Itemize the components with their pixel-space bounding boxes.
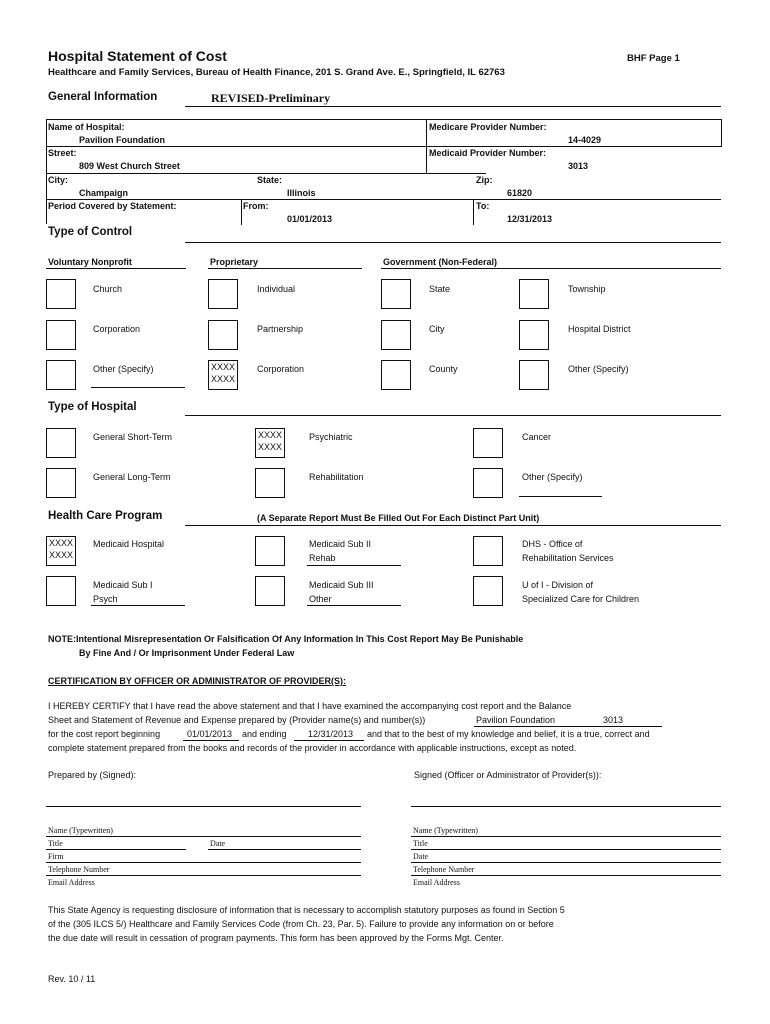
- footer-line-1: This State Agency is requesting disclosure of information that is necessary to accomplish statutory purposes as found in Section 5: [48, 905, 565, 915]
- voluntary-other-line: [91, 387, 185, 388]
- township-checkbox[interactable]: [519, 279, 549, 309]
- hospital-name-value[interactable]: Pavilion Foundation: [79, 135, 165, 145]
- sub3-label-1: Medicaid Sub III: [309, 580, 374, 590]
- cancer-label: Cancer: [522, 432, 552, 442]
- sub2-checkbox[interactable]: [255, 536, 285, 566]
- general-info-heading: General Information: [48, 91, 158, 103]
- voluntary-other-checkbox[interactable]: [46, 360, 76, 390]
- hospital-district-label: Hospital District: [568, 324, 631, 334]
- hospital-other-label: Other (Specify): [522, 472, 583, 482]
- hospital-other-line: [519, 496, 602, 497]
- note-line-2: By Fine And / Or Imprisonment Under Federal Law: [79, 648, 295, 658]
- medicare-label: Medicare Provider Number:: [429, 122, 547, 132]
- program-rule: [185, 525, 721, 526]
- prop-corporation-label: Corporation: [257, 364, 305, 374]
- state-value[interactable]: Illinois: [287, 188, 316, 198]
- col-proprietary: Proprietary: [210, 257, 259, 267]
- form-title: Hospital Statement of Cost: [48, 48, 227, 64]
- medicaid-hospital-checkbox[interactable]: [46, 536, 76, 566]
- corporation-label: Corporation: [93, 324, 141, 334]
- control-rule: [185, 242, 721, 243]
- hospital-name-label: Name of Hospital:: [48, 122, 125, 132]
- prepared-by-label: Prepared by (Signed):: [48, 770, 137, 780]
- cert-line-3-mid: and ending: [242, 729, 287, 739]
- gov-other-checkbox[interactable]: [519, 360, 549, 390]
- right-email-label: Email Address: [413, 878, 460, 887]
- sub2-label-2: Rehab: [309, 553, 336, 563]
- city-label: City:: [48, 175, 68, 185]
- individual-checkbox[interactable]: [208, 279, 238, 309]
- footer-line-2: of the (305 ILCS 5/) Healthcare and Family Services Code (from Ch. 23, Par. 5). Failure to provide any information on or before: [48, 919, 554, 929]
- city-option-label: City: [429, 324, 445, 334]
- hospital-type-rule: [185, 415, 721, 416]
- county-checkbox[interactable]: [381, 360, 411, 390]
- left-date-label: Date: [210, 839, 226, 848]
- sub1-label-1: Medicaid Sub I: [93, 580, 153, 590]
- left-phone-label: Telephone Number: [48, 865, 110, 874]
- city-value[interactable]: Champaign: [79, 188, 129, 198]
- partnership-label: Partnership: [257, 324, 304, 334]
- right-date-label: Date: [413, 852, 429, 861]
- uofi-label-2: Specialized Care for Children: [522, 594, 640, 604]
- church-checkbox[interactable]: [46, 279, 76, 309]
- sub3-label-2: Other: [309, 594, 332, 604]
- revision-number: Rev. 10 / 11: [48, 974, 96, 984]
- city-checkbox[interactable]: [381, 320, 411, 350]
- voluntary-other-label: Other (Specify): [93, 364, 154, 374]
- cert-provider-name[interactable]: Pavilion Foundation: [476, 715, 556, 725]
- general-short-checkbox[interactable]: [46, 428, 76, 458]
- street-label: Street:: [48, 148, 77, 158]
- township-label: Township: [568, 284, 606, 294]
- state-option-label: State: [429, 284, 451, 294]
- left-email-label: Email Address: [48, 878, 95, 887]
- officer-signature-line[interactable]: [411, 806, 721, 807]
- street-value[interactable]: 809 West Church Street: [79, 161, 180, 171]
- sub1-checkbox[interactable]: [46, 576, 76, 606]
- control-heading: Type of Control: [48, 226, 133, 238]
- medicaid-hospital-mark-2: XXXX: [49, 550, 74, 560]
- prepared-signature-line[interactable]: [46, 806, 361, 807]
- sub2-label-1: Medicaid Sub II: [309, 539, 372, 549]
- general-long-label: General Long-Term: [93, 472, 171, 482]
- status-underline: [185, 106, 721, 107]
- county-label: County: [429, 364, 458, 374]
- corporation-checkbox[interactable]: [46, 320, 76, 350]
- zip-label: Zip:: [476, 175, 493, 185]
- psychiatric-label: Psychiatric: [309, 432, 353, 442]
- cert-line-4: complete statement prepared from the books and records of the provider in accordance with applicable instructions, except as noted.: [48, 743, 577, 753]
- revision-status: REVISED-Preliminary: [211, 91, 331, 105]
- period-label: Period Covered by Statement:: [48, 201, 177, 211]
- uofi-label-1: U of I - Division of: [522, 580, 594, 590]
- prop-corp-mark-1: XXXX: [211, 362, 236, 372]
- right-phone-label: Telephone Number: [413, 865, 475, 874]
- left-title-label: Title: [48, 839, 63, 848]
- dhs-checkbox[interactable]: [473, 536, 503, 566]
- uofi-checkbox[interactable]: [473, 576, 503, 606]
- state-label: State:: [257, 175, 283, 185]
- sub1-label-2: Psych: [93, 594, 118, 604]
- program-heading: Health Care Program: [48, 510, 163, 522]
- hospital-district-checkbox[interactable]: [519, 320, 549, 350]
- church-label: Church: [93, 284, 123, 294]
- general-short-label: General Short-Term: [93, 432, 173, 442]
- form-subtitle: Healthcare and Family Services, Bureau of Health Finance, 201 S. Grand Ave. E., Springfield, IL 62763: [48, 67, 505, 78]
- medicare-number[interactable]: 14-4029: [568, 135, 602, 145]
- cert-line-2: Sheet and Statement of Revenue and Expense prepared by (Provider name(s) and number(s)): [48, 715, 426, 725]
- note-line-1: NOTE:Intentional Misrepresentation Or Falsification Of Any Information In This Cost Report May Be Punishable: [48, 634, 524, 644]
- medicaid-hospital-label: Medicaid Hospital: [93, 539, 165, 549]
- cancer-checkbox[interactable]: [473, 428, 503, 458]
- medicaid-number[interactable]: 3013: [568, 161, 589, 171]
- zip-value[interactable]: 61820: [507, 188, 533, 198]
- dhs-label-2: Rehabilitation Services: [522, 553, 614, 563]
- from-label: From:: [243, 201, 269, 211]
- hospital-type-heading: Type of Hospital: [48, 401, 137, 413]
- program-note: (A Separate Report Must Be Filled Out For Each Distinct Part Unit): [257, 513, 540, 523]
- right-title-label: Title: [413, 839, 428, 848]
- medicaid-label: Medicaid Provider Number:: [429, 148, 547, 158]
- rehabilitation-label: Rehabilitation: [309, 472, 364, 482]
- signed-by-label: Signed (Officer or Administrator of Provider(s)):: [414, 770, 602, 780]
- partnership-checkbox[interactable]: [208, 320, 238, 350]
- sub3-checkbox[interactable]: [255, 576, 285, 606]
- cert-line-1: I HEREBY CERTIFY that I have read the above statement and that I have examined the accompanying cost report and the Balance: [48, 701, 572, 711]
- left-name-label: Name (Typewritten): [48, 826, 113, 835]
- from-value[interactable]: 01/01/2013: [287, 214, 333, 224]
- general-long-checkbox[interactable]: [46, 468, 76, 498]
- state-checkbox[interactable]: [381, 279, 411, 309]
- prop-corp-mark-2: XXXX: [211, 374, 236, 384]
- rehabilitation-checkbox[interactable]: [255, 468, 285, 498]
- left-firm-label: Firm: [48, 852, 64, 861]
- to-label: To:: [476, 201, 490, 211]
- psychiatric-mark-1: XXXX: [258, 430, 283, 440]
- footer-line-3: the due date will result in cessation of program payments. This form has been approved by the Forms Mgt. Center.: [48, 933, 504, 943]
- psychiatric-checkbox[interactable]: [255, 428, 285, 458]
- medicaid-hospital-mark-1: XXXX: [49, 538, 74, 548]
- cert-line-3-post: and that to the best of my knowledge and belief, it is a true, correct and: [367, 729, 650, 739]
- page-number: BHF Page 1: [627, 53, 680, 64]
- cert-begin-date[interactable]: 01/01/2013: [187, 729, 233, 739]
- cert-line-3-pre: for the cost report beginning: [48, 729, 161, 739]
- dhs-label-1: DHS - Office of: [522, 539, 583, 549]
- gov-other-label: Other (Specify): [568, 364, 629, 374]
- cert-heading: CERTIFICATION BY OFFICER OR ADMINISTRATOR OF PROVIDER(S):: [48, 676, 346, 686]
- individual-label: Individual: [257, 284, 296, 294]
- cert-provider-number[interactable]: 3013: [603, 715, 624, 725]
- prop-corporation-checkbox[interactable]: [208, 360, 238, 390]
- psychiatric-mark-2: XXXX: [258, 442, 283, 452]
- hospital-other-checkbox[interactable]: [473, 468, 503, 498]
- col-government: Government (Non-Federal): [383, 257, 498, 267]
- to-value[interactable]: 12/31/2013: [507, 214, 553, 224]
- col-voluntary: Voluntary Nonprofit: [48, 257, 132, 267]
- right-name-label: Name (Typewritten): [413, 826, 478, 835]
- cert-end-date[interactable]: 12/31/2013: [308, 729, 354, 739]
